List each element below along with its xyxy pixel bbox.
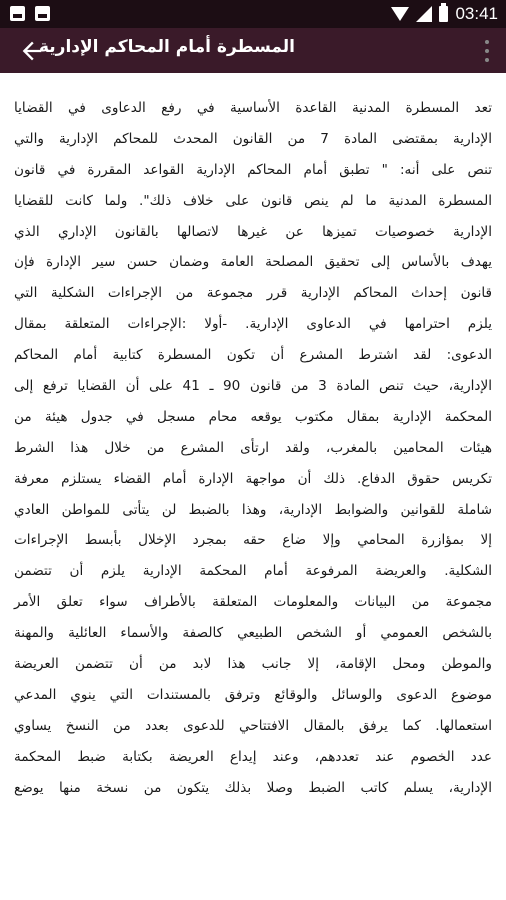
wifi-icon bbox=[391, 7, 409, 21]
article-line: مجموعة من البيانات والمعلومات المتعلقة بالأطراف سواء تعلق الأمر bbox=[14, 594, 492, 611]
article-line: والموطن ومحل الإقامة، إلا جانب هذا لابد من أن تتضمن العريضة bbox=[14, 656, 492, 673]
article-body bbox=[0, 93, 506, 833]
article-line: إلا بمؤازرة المحامي وإلا ضاع حقه بمجرد الإخلال بأبسط الإجراءات bbox=[14, 532, 492, 549]
article-line: تنص على أنه: " تطبق أمام المحاكم الإدارية القواعد المقررة في قانون bbox=[14, 161, 492, 178]
more-vertical-icon[interactable] bbox=[482, 40, 492, 62]
article-line: الشكلية. والعريضة المرفوعة أمام المحكمة الإدارية يلزم أن تتضمن bbox=[14, 563, 492, 580]
article-line: يهدف بالأساس إلى تحقيق المصلحة العامة وضمان حسن سير الإدارة فإن bbox=[14, 254, 492, 271]
cell-signal-icon bbox=[416, 6, 432, 22]
status-time: 03:41 bbox=[455, 4, 498, 23]
app-bar bbox=[0, 28, 506, 73]
article-line: شاملة للقوانين والضوابط الإدارية، وهذا بالضبط لن يتأتى للمواطن العادي bbox=[14, 501, 492, 518]
article-line: موضوع الدعوى والوسائل والوقائع وترفق بالمستندات التي ينوي المدعي bbox=[14, 686, 492, 703]
article-line: قانون إحداث المحاكم الإدارية قرر مجموعة من الإجراءات الشكلية التي bbox=[14, 285, 492, 302]
article-line: الإدارية خصوصيات تميزها عن غيرها لاتصالها بالقانون الإداري الذي bbox=[14, 223, 492, 240]
status-bar bbox=[0, 0, 506, 28]
battery-icon bbox=[439, 6, 448, 22]
article-line: المحكمة الإدارية بمقال مكتوب يوقعه محام مسجل في جدول هيئة من bbox=[14, 408, 492, 425]
article-line: الإدارية بمقتضى المادة 7 من القانون المحدث للمحاكم الإدارية والتي bbox=[14, 130, 492, 147]
article-line: هيئات المحامين بالمغرب، ولقد ارتأى المشرع من خلال هذا الشرط bbox=[14, 439, 492, 456]
article-line: تكريس حقوق الدفاع. ذلك أن مواجهة الإدارة أمام القضاء يستلزم معرفة bbox=[14, 470, 492, 487]
page-title: المسطرة أمام المحاكم الإدارية bbox=[38, 37, 295, 57]
photo-notification-icon bbox=[10, 6, 25, 21]
photo-notification-icon bbox=[35, 6, 50, 21]
article-line: بالشخص العمومي أو الشخص الطبيعي كالصفة والأسماء العائلية والمهنة bbox=[14, 625, 492, 642]
article-line: الإدارية، يسلم كاتب الضبط وصلا بذلك يتكون من نسخة منها يوضع bbox=[14, 779, 492, 796]
article-line: الدعوى: لقد اشترط المشرع أن تكون المسطرة كتابية أمام المحاكم bbox=[14, 347, 492, 364]
article-line: المسطرة المدنية ما لم ينص قانون على خلاف ذلك". ولما كانت للقضايا bbox=[14, 192, 492, 209]
status-left-icons bbox=[10, 6, 50, 21]
status-right-icons bbox=[391, 4, 498, 24]
article-line: يلزم احترامها في الدعاوى الإدارية. -أولا :الإجراءات المتعلقة بمقال bbox=[14, 316, 492, 333]
article-line: الإدارية، حيث تنص المادة 3 من قانون 90 ـ 41 على أن القضايا ترفع إلى bbox=[14, 378, 493, 395]
article-line: عدد الخصوم عند تعددهم، وعند إيداع العريضة بكتابة ضبط المحكمة bbox=[14, 748, 492, 765]
article-line: استعمالها. كما يرفق بالمقال الافتتاحي للدعوى بعدد من النسخ يساوي bbox=[14, 717, 492, 734]
article-line: تعد المسطرة المدنية القاعدة الأساسية في رفع الدعاوى في القضايا bbox=[14, 100, 492, 116]
